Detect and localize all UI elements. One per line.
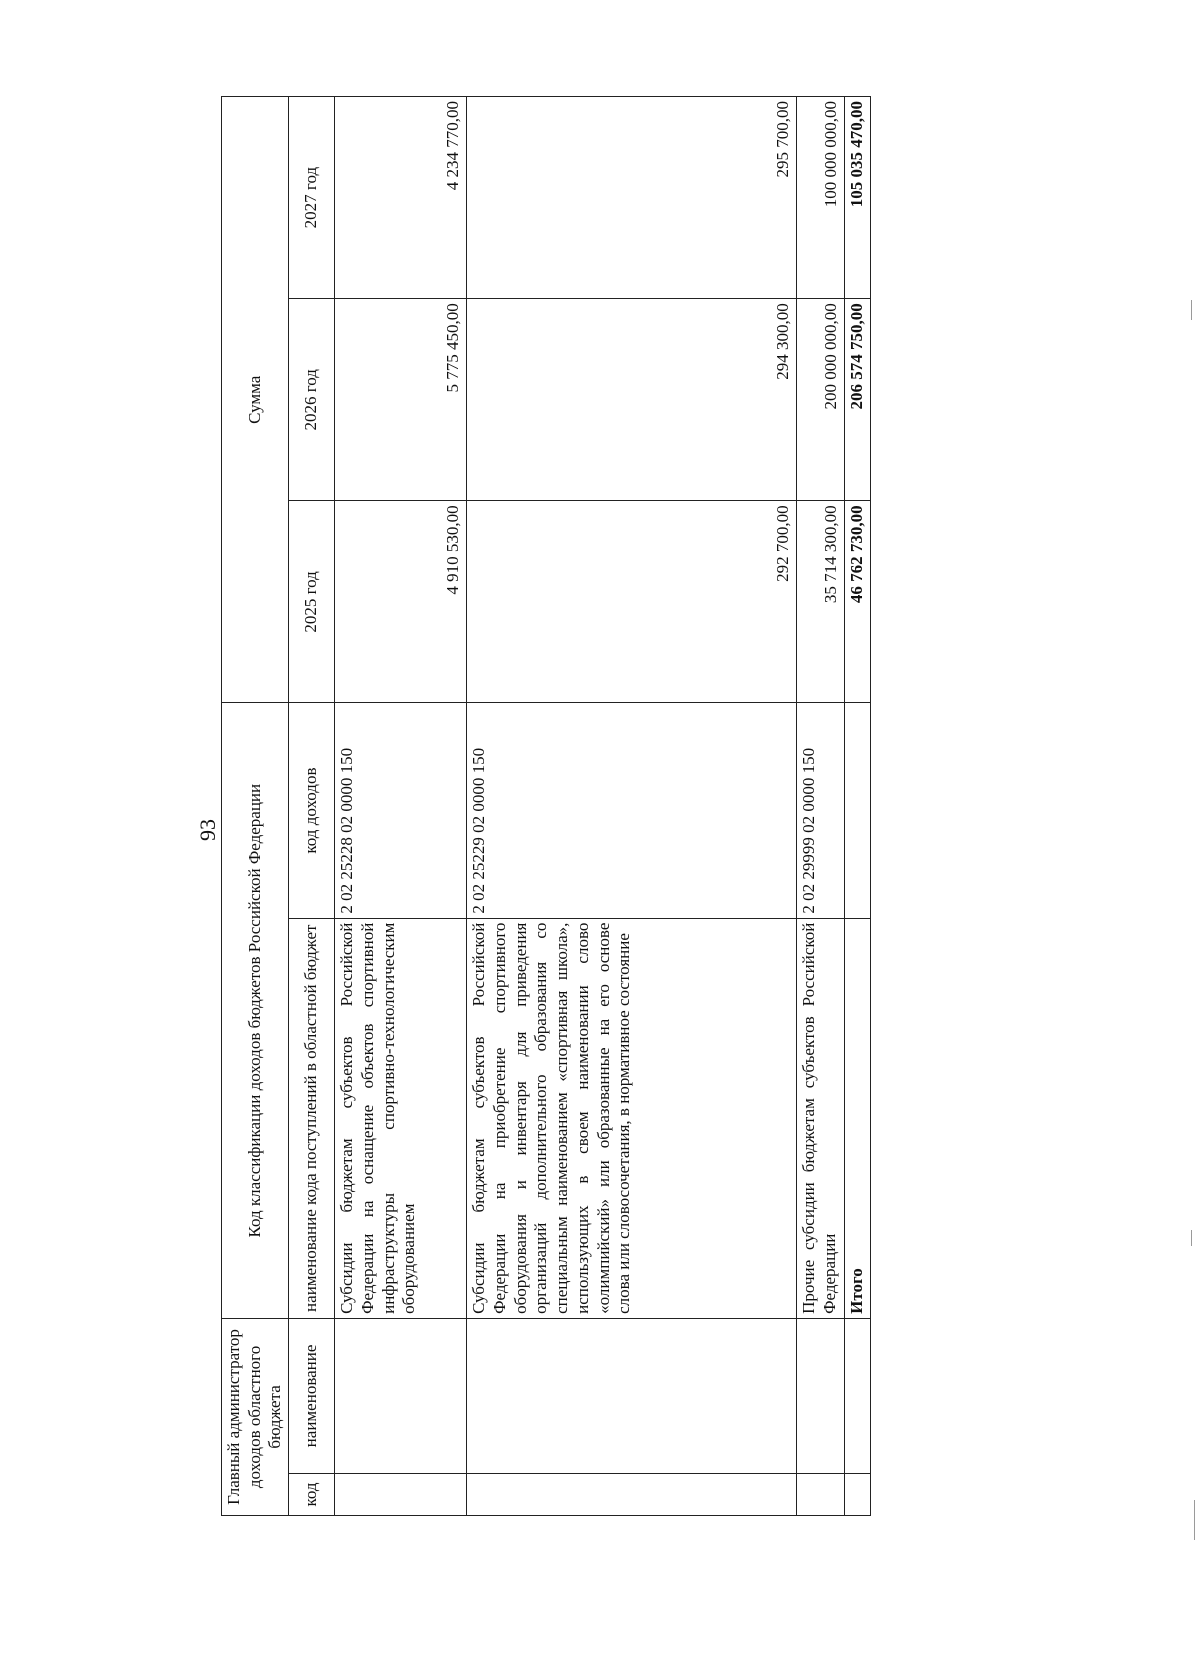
- admin-name-cell: [845, 1318, 871, 1473]
- admin-code-cell: [335, 1473, 467, 1515]
- amount-2025-cell: 35 714 300,00: [797, 501, 845, 703]
- amount-2025-cell: 4 910 530,00: [335, 501, 467, 703]
- admin-name-cell: [467, 1318, 797, 1473]
- total-row: [845, 97, 871, 1516]
- scan-artifact: [1191, 1230, 1192, 1246]
- amount-2026-cell: 200 000 000,00: [797, 299, 845, 501]
- total-2026-cell: 206 574 750,00: [845, 299, 871, 501]
- admin-name-cell: [335, 1318, 467, 1473]
- income-code-header: код доходов: [289, 703, 335, 918]
- admin-name-header: наименование: [289, 1318, 335, 1473]
- amount-2026-cell: 5 775 450,00: [335, 299, 467, 501]
- total-label: Итого: [845, 918, 871, 1318]
- admin-code-cell: [467, 1473, 797, 1515]
- table-row: [467, 97, 797, 1516]
- year-2027-header: 2027 год: [289, 97, 335, 299]
- admin-name-cell: [797, 1318, 845, 1473]
- income-name-header: наименование кода поступлений в областной бюджет: [289, 918, 335, 1318]
- admin-code-cell: [797, 1473, 845, 1515]
- year-2026-header: 2026 год: [289, 299, 335, 501]
- admin-code-header: код: [289, 1473, 335, 1515]
- table-row: [797, 97, 845, 1516]
- total-2027-cell: 105 035 470,00: [845, 97, 871, 299]
- income-code-cell: [845, 703, 871, 918]
- admin-group-header: Главный администратор доходов областного бюджета: [222, 1318, 289, 1515]
- income-name-cell: Субсидии бюджетам субъектов Российской Федерации на приобретение спортивного оборудования и инвентаря для приведения организаций дополнительного образования со специальным наименованием «спортивная школа», использующих в своем наименовании слово «олимпийский» или образованные на его основе слова или словосочетания, в нормативное состояние: [467, 918, 797, 1318]
- year-2025-header: 2025 год: [289, 501, 335, 703]
- table-row: [335, 97, 467, 1516]
- amount-2025-cell: 292 700,00: [467, 501, 797, 703]
- income-code-cell: 2 02 25229 02 0000 150: [467, 703, 797, 918]
- income-name-cell: Субсидии бюджетам субъектов Российской Федерации на оснащение объектов спортивной инфраструктуры спортивно-технологическим оборудованием: [335, 918, 467, 1318]
- income-code-cell: 2 02 25228 02 0000 150: [335, 703, 467, 918]
- amount-2027-cell: 100 000 000,00: [797, 97, 845, 299]
- admin-code-cell: [845, 1473, 871, 1515]
- table-container: [221, 96, 1200, 1507]
- income-table: [221, 96, 871, 1516]
- scan-artifact: [1194, 1500, 1195, 1540]
- total-2025-cell: 46 762 730,00: [845, 501, 871, 703]
- income-code-cell: 2 02 29999 02 0000 150: [797, 703, 845, 918]
- amount-2026-cell: 294 300,00: [467, 299, 797, 501]
- amount-2027-cell: 295 700,00: [467, 97, 797, 299]
- sum-group-header: Сумма: [222, 97, 289, 703]
- page-number: 93: [195, 819, 220, 841]
- classification-group-header: Код классификации доходов бюджетов Российской Федерации: [222, 703, 289, 1318]
- income-name-cell: Прочие субсидии бюджетам субъектов Российской Федерации: [797, 918, 845, 1318]
- amount-2027-cell: 4 234 770,00: [335, 97, 467, 299]
